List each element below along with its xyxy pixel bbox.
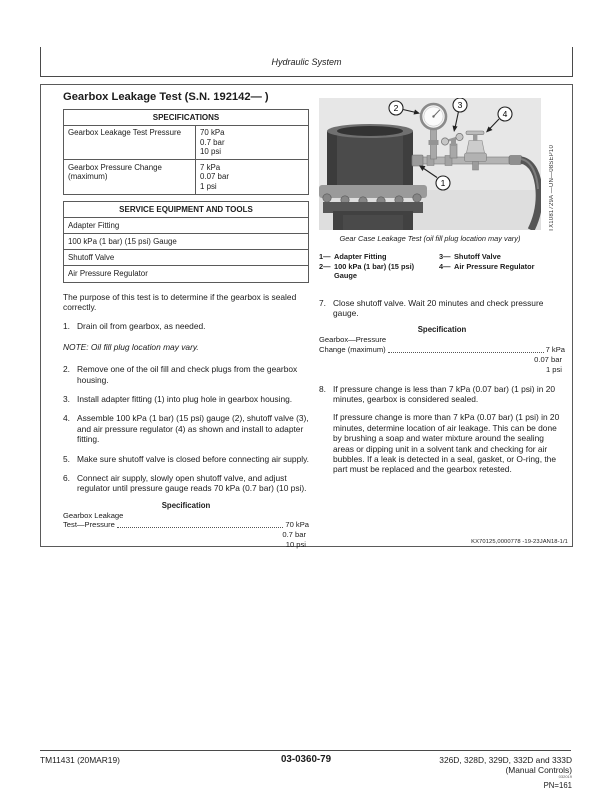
step-item xyxy=(63,394,309,404)
table-row xyxy=(64,126,308,161)
figure-caption: Gear Case Leakage Test (oil fill plug location may vary) xyxy=(339,234,521,243)
step-item xyxy=(63,473,309,494)
note-paragraph: NOTE: Oil fill plug location may vary. xyxy=(63,341,199,352)
step-item xyxy=(319,384,565,405)
spec-block-pressure-change xyxy=(319,325,565,374)
footer-divider xyxy=(40,750,571,751)
spec-row-label: Gearbox Pressure Change (maximum) xyxy=(64,160,196,194)
footer-print-code: 032019 xyxy=(558,774,572,779)
legend-number: 3— xyxy=(439,252,451,261)
footer-pn: PN=161 xyxy=(543,781,572,790)
footer-models xyxy=(439,755,572,791)
step8-continuation: If pressure change is more than 7 kPa (0.07 bar) (1 psi) in 20 minutes, determine location of air leakage. This can be done by brushing a soap and water mixture around the sealing areas or dipping unit in a solvent tank and checking for air bubbles. If a leak is detected in a seal, gasket, or O-ring, the part must be replaced and the gearbox retested. xyxy=(333,412,560,475)
specifications-table xyxy=(63,109,309,195)
spec-leader-label: Test—Pressure xyxy=(63,520,115,530)
step-item xyxy=(63,413,309,444)
step-number: 4. xyxy=(63,413,70,424)
step-item xyxy=(63,321,309,331)
spec-extra-value: 10 psi xyxy=(285,539,306,549)
step-number: 3. xyxy=(63,393,70,404)
step-text: Install adapter fitting (1) into plug hole in gearbox housing. xyxy=(77,393,293,404)
tool-row: 100 kPa (1 bar) (15 psi) Gauge xyxy=(64,234,308,250)
right-column xyxy=(319,98,565,475)
figure xyxy=(319,98,555,232)
spec-block-leakage-test xyxy=(63,501,309,550)
step-number: 5. xyxy=(63,453,70,464)
spec-block-line: Gearbox Leakage xyxy=(63,510,124,520)
legend-number: 2— xyxy=(319,262,331,272)
legend-number: 1— xyxy=(319,252,331,261)
step-text: If pressure change is less than 7 kPa (0.07 bar) (1 psi) in 20 minutes, gearbox is considered sealed. xyxy=(333,383,556,405)
step-number: 6. xyxy=(63,472,70,483)
step-number: 7. xyxy=(319,297,326,308)
table-row xyxy=(64,160,308,194)
step-text: Drain oil from gearbox, as needed. xyxy=(77,321,206,332)
legend-label: Air Pressure Regulator xyxy=(454,262,535,272)
gearbox-housing xyxy=(319,124,427,230)
tool-row: Adapter Fitting xyxy=(64,218,308,234)
spec-leader-value: 70 kPa xyxy=(285,520,309,530)
tool-row: Air Pressure Regulator xyxy=(68,269,148,279)
spec-value: 0.07 bar xyxy=(200,172,229,182)
step-text: Make sure shutoff valve is closed before connecting air supply. xyxy=(77,453,309,464)
step-item xyxy=(63,454,309,464)
spec-extra-value: 1 psi xyxy=(545,364,562,374)
spec-leader-row xyxy=(319,345,565,355)
legend-item xyxy=(439,252,565,261)
step-text: Close shutoff valve. Wait 20 minutes and check pressure gauge. xyxy=(333,297,544,319)
legend-item xyxy=(439,262,565,271)
callout-3-label: 3 xyxy=(457,100,463,110)
legend-item xyxy=(319,262,439,280)
spec-leader-label: Change (maximum) xyxy=(319,345,386,355)
page-title: Gearbox Leakage Test (S.N. 192142— ) xyxy=(63,91,269,103)
legend-label: Adapter Fitting xyxy=(334,252,387,261)
spec-block-heading: Specification xyxy=(417,325,467,335)
spec-block-line: Gearbox—Pressure xyxy=(319,335,387,345)
callout-1-label: 1 xyxy=(440,178,446,188)
specifications-table-header: SPECIFICATIONS xyxy=(64,110,308,126)
legend-column xyxy=(319,252,439,282)
callout-2-label: 2 xyxy=(393,103,399,113)
step-text: Remove one of the oil fill and check plugs from the gearbox housing. xyxy=(77,364,298,385)
footer-models-line: 326D, 328D, 329D, 332D and 333D xyxy=(439,755,572,765)
legend-label: Shutoff Valve xyxy=(454,252,501,261)
step-number: 8. xyxy=(319,383,326,394)
figure-image-id: TX1081729A —UN—08SEP10 xyxy=(549,145,555,232)
tools-table-header: SERVICE EQUIPMENT AND TOOLS xyxy=(64,202,308,218)
legend-number: 4— xyxy=(439,262,451,272)
step-item xyxy=(319,298,565,319)
dot-leader xyxy=(388,352,544,353)
figure-legend xyxy=(319,252,565,282)
legend-label: 100 kPa (1 bar) (15 psi) Gauge xyxy=(334,262,415,281)
spec-value: 7 kPa xyxy=(200,162,221,172)
step-number: 2. xyxy=(63,364,70,375)
spec-extra-value: 0.07 bar xyxy=(534,354,562,364)
tools-table xyxy=(63,201,309,282)
spec-block-heading: Specification xyxy=(161,500,211,510)
footer-manual-id: TM11431 (20MAR19) xyxy=(40,755,120,765)
spec-row-label: Gearbox Leakage Test Pressure xyxy=(64,126,196,160)
spec-row-values xyxy=(196,126,308,160)
callout-4-label: 4 xyxy=(502,109,508,119)
spec-leader-value: 7 kPa xyxy=(545,345,565,355)
spec-row-values xyxy=(196,160,308,194)
running-header-title: Hydraulic System xyxy=(271,56,342,67)
spec-value: 70 kPa xyxy=(200,128,225,138)
running-header xyxy=(40,47,573,77)
intro-paragraph: The purpose of this test is to determine if the gearbox is sealed correctly. xyxy=(63,291,297,312)
section-box xyxy=(40,84,573,547)
legend-column xyxy=(439,252,565,282)
step-number: 1. xyxy=(63,321,70,332)
step-item xyxy=(63,364,309,385)
spec-value: 10 psi xyxy=(200,147,222,157)
document-code: KX70125,0000778 -19-23JAN18-1/1 xyxy=(471,539,568,545)
spec-value: 0.7 bar xyxy=(200,137,225,147)
footer-controls-line: (Manual Controls) xyxy=(505,765,572,775)
footer-page-code: 03-0360-79 xyxy=(280,754,332,765)
left-column xyxy=(63,107,309,550)
spec-leader-row xyxy=(63,520,309,530)
tool-row: Shutoff Valve xyxy=(64,250,308,266)
dot-leader xyxy=(117,527,283,528)
legend-item xyxy=(319,252,439,261)
step-text: Assemble 100 kPa (1 bar) (15 psi) gauge (2), shutoff valve (3), and air pressure regulator (4) as shown and install to adapter fitting. xyxy=(77,413,309,445)
figure-photo xyxy=(319,98,541,230)
spec-extra-value: 0.7 bar xyxy=(282,529,306,539)
step-text: Connect air supply, slowly open shutoff valve, and adjust regulator until pressure gauge reads 70 kPa (0.7 bar) (10 psi). xyxy=(77,472,307,494)
spec-value: 1 psi xyxy=(200,182,217,192)
